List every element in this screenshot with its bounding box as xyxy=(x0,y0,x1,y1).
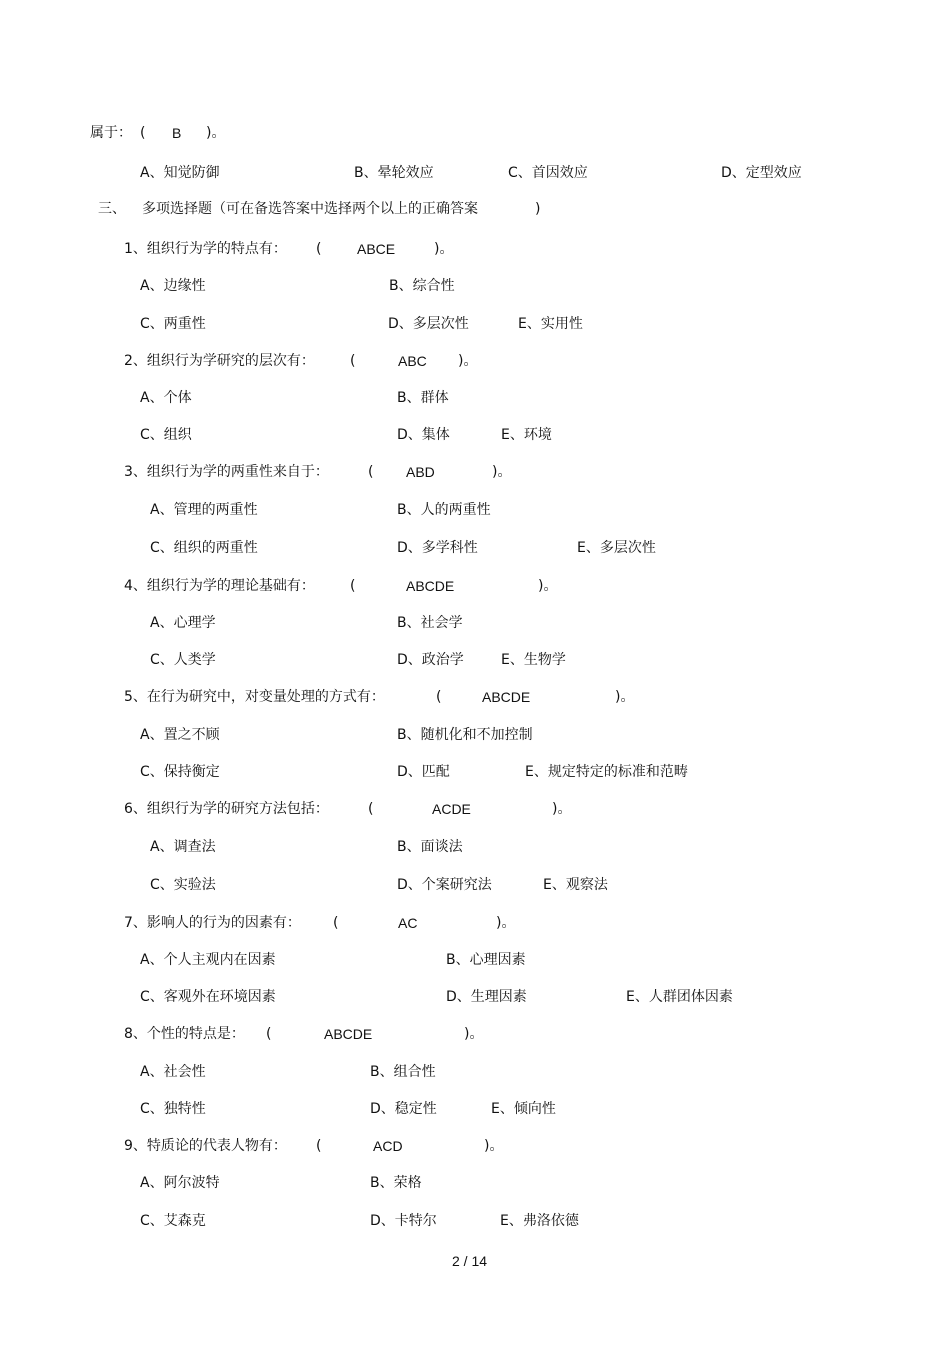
open-paren: ( xyxy=(266,1026,272,1042)
question-stem: 5、在行为研究中，对变量处理的方式有： xyxy=(124,689,385,705)
close-paren: )。 xyxy=(206,125,226,141)
option: D、政治学 xyxy=(397,652,464,668)
option: D、定型效应 xyxy=(721,165,802,181)
answer: ABCE xyxy=(357,241,396,257)
open-paren: ( xyxy=(140,125,146,141)
option: E、环境 xyxy=(501,427,552,443)
open-paren: ( xyxy=(316,241,322,257)
option: E、观察法 xyxy=(543,877,608,893)
close-paren: )。 xyxy=(458,353,478,369)
question-stem: 6、组织行为学的研究方法包括： xyxy=(124,801,329,817)
option: D、个案研究法 xyxy=(397,877,492,893)
page-number: 2 / 14 xyxy=(452,1253,488,1269)
open-paren: ( xyxy=(350,353,356,369)
close-paren: )。 xyxy=(538,578,558,594)
option: A、知觉防御 xyxy=(140,165,220,181)
option: E、生物学 xyxy=(501,652,566,668)
option: E、实用性 xyxy=(518,316,583,332)
open-paren: ( xyxy=(350,578,356,594)
answer: ABCDE xyxy=(324,1026,373,1042)
option: B、面谈法 xyxy=(397,839,463,855)
option: B、社会学 xyxy=(397,615,463,631)
option: D、卡特尔 xyxy=(370,1213,437,1229)
open-paren: ( xyxy=(368,801,374,817)
option: A、个体 xyxy=(140,390,192,406)
close-paren: )。 xyxy=(496,915,516,931)
answer: ABCDE xyxy=(482,689,531,705)
option: B、晕轮效应 xyxy=(354,165,434,181)
option: E、人群团体因素 xyxy=(626,989,733,1005)
section-number: 三、 xyxy=(98,201,126,217)
option: E、规定特定的标准和范畴 xyxy=(525,764,688,780)
option: D、生理因素 xyxy=(446,989,527,1005)
option: B、组合性 xyxy=(370,1064,436,1080)
option: C、独特性 xyxy=(140,1101,206,1117)
option: D、集体 xyxy=(397,427,450,443)
option: C、首因效应 xyxy=(508,165,588,181)
option: C、人类学 xyxy=(150,652,216,668)
option: A、阿尔波特 xyxy=(140,1175,220,1191)
answer: ACD xyxy=(373,1138,403,1154)
option: C、客观外在环境因素 xyxy=(140,989,276,1005)
close-paren: )。 xyxy=(615,689,635,705)
option: C、组织 xyxy=(140,427,192,443)
option: A、心理学 xyxy=(150,615,216,631)
answer: B xyxy=(172,125,182,141)
open-paren: ( xyxy=(436,689,442,705)
answer: ACDE xyxy=(432,801,471,817)
option: A、边缘性 xyxy=(140,278,206,294)
question-stem: 2、组织行为学研究的层次有： xyxy=(124,353,315,369)
question-stem: 8、个性的特点是： xyxy=(124,1026,245,1042)
question-stem: 1、组织行为学的特点有： xyxy=(124,241,287,257)
option: B、心理因素 xyxy=(446,952,526,968)
option: C、实验法 xyxy=(150,877,216,893)
section-title: 多项选择题（可在备选答案中选择两个以上的正确答案 xyxy=(142,201,478,217)
option: B、随机化和不加控制 xyxy=(397,727,533,743)
question-stem: 属于： xyxy=(90,125,132,141)
close-paren: )。 xyxy=(552,801,572,817)
option: A、社会性 xyxy=(140,1064,206,1080)
option: E、弗洛依德 xyxy=(500,1213,579,1229)
option: A、管理的两重性 xyxy=(150,502,258,518)
close-paren: )。 xyxy=(492,464,512,480)
option: A、个人主观内在因素 xyxy=(140,952,276,968)
option: D、多学科性 xyxy=(397,540,478,556)
option: A、调查法 xyxy=(150,839,216,855)
option: E、倾向性 xyxy=(491,1101,556,1117)
option: D、多层次性 xyxy=(388,316,469,332)
close-paren: )。 xyxy=(464,1026,484,1042)
question-stem: 9、特质论的代表人物有： xyxy=(124,1138,287,1154)
option: D、匹配 xyxy=(397,764,450,780)
option: B、人的两重性 xyxy=(397,502,491,518)
option: C、艾森克 xyxy=(140,1213,206,1229)
close-paren: )。 xyxy=(434,241,454,257)
answer: ABD xyxy=(406,464,435,480)
open-paren: ( xyxy=(333,915,339,931)
question-stem: 7、影响人的行为的因素有： xyxy=(124,915,301,931)
answer: AC xyxy=(398,915,418,931)
open-paren: ( xyxy=(316,1138,322,1154)
section-title-close: ) xyxy=(535,201,541,217)
close-paren: )。 xyxy=(484,1138,504,1154)
option: C、两重性 xyxy=(140,316,206,332)
question-stem: 4、组织行为学的理论基础有： xyxy=(124,578,315,594)
option: B、综合性 xyxy=(389,278,455,294)
option: E、多层次性 xyxy=(577,540,656,556)
option: C、组织的两重性 xyxy=(150,540,258,556)
option: C、保持衡定 xyxy=(140,764,220,780)
open-paren: ( xyxy=(368,464,374,480)
option: B、群体 xyxy=(397,390,449,406)
option: A、置之不顾 xyxy=(140,727,220,743)
answer: ABC xyxy=(398,353,427,369)
option: B、荣格 xyxy=(370,1175,422,1191)
answer: ABCDE xyxy=(406,578,455,594)
option: D、稳定性 xyxy=(370,1101,437,1117)
question-stem: 3、组织行为学的两重性来自于： xyxy=(124,464,329,480)
